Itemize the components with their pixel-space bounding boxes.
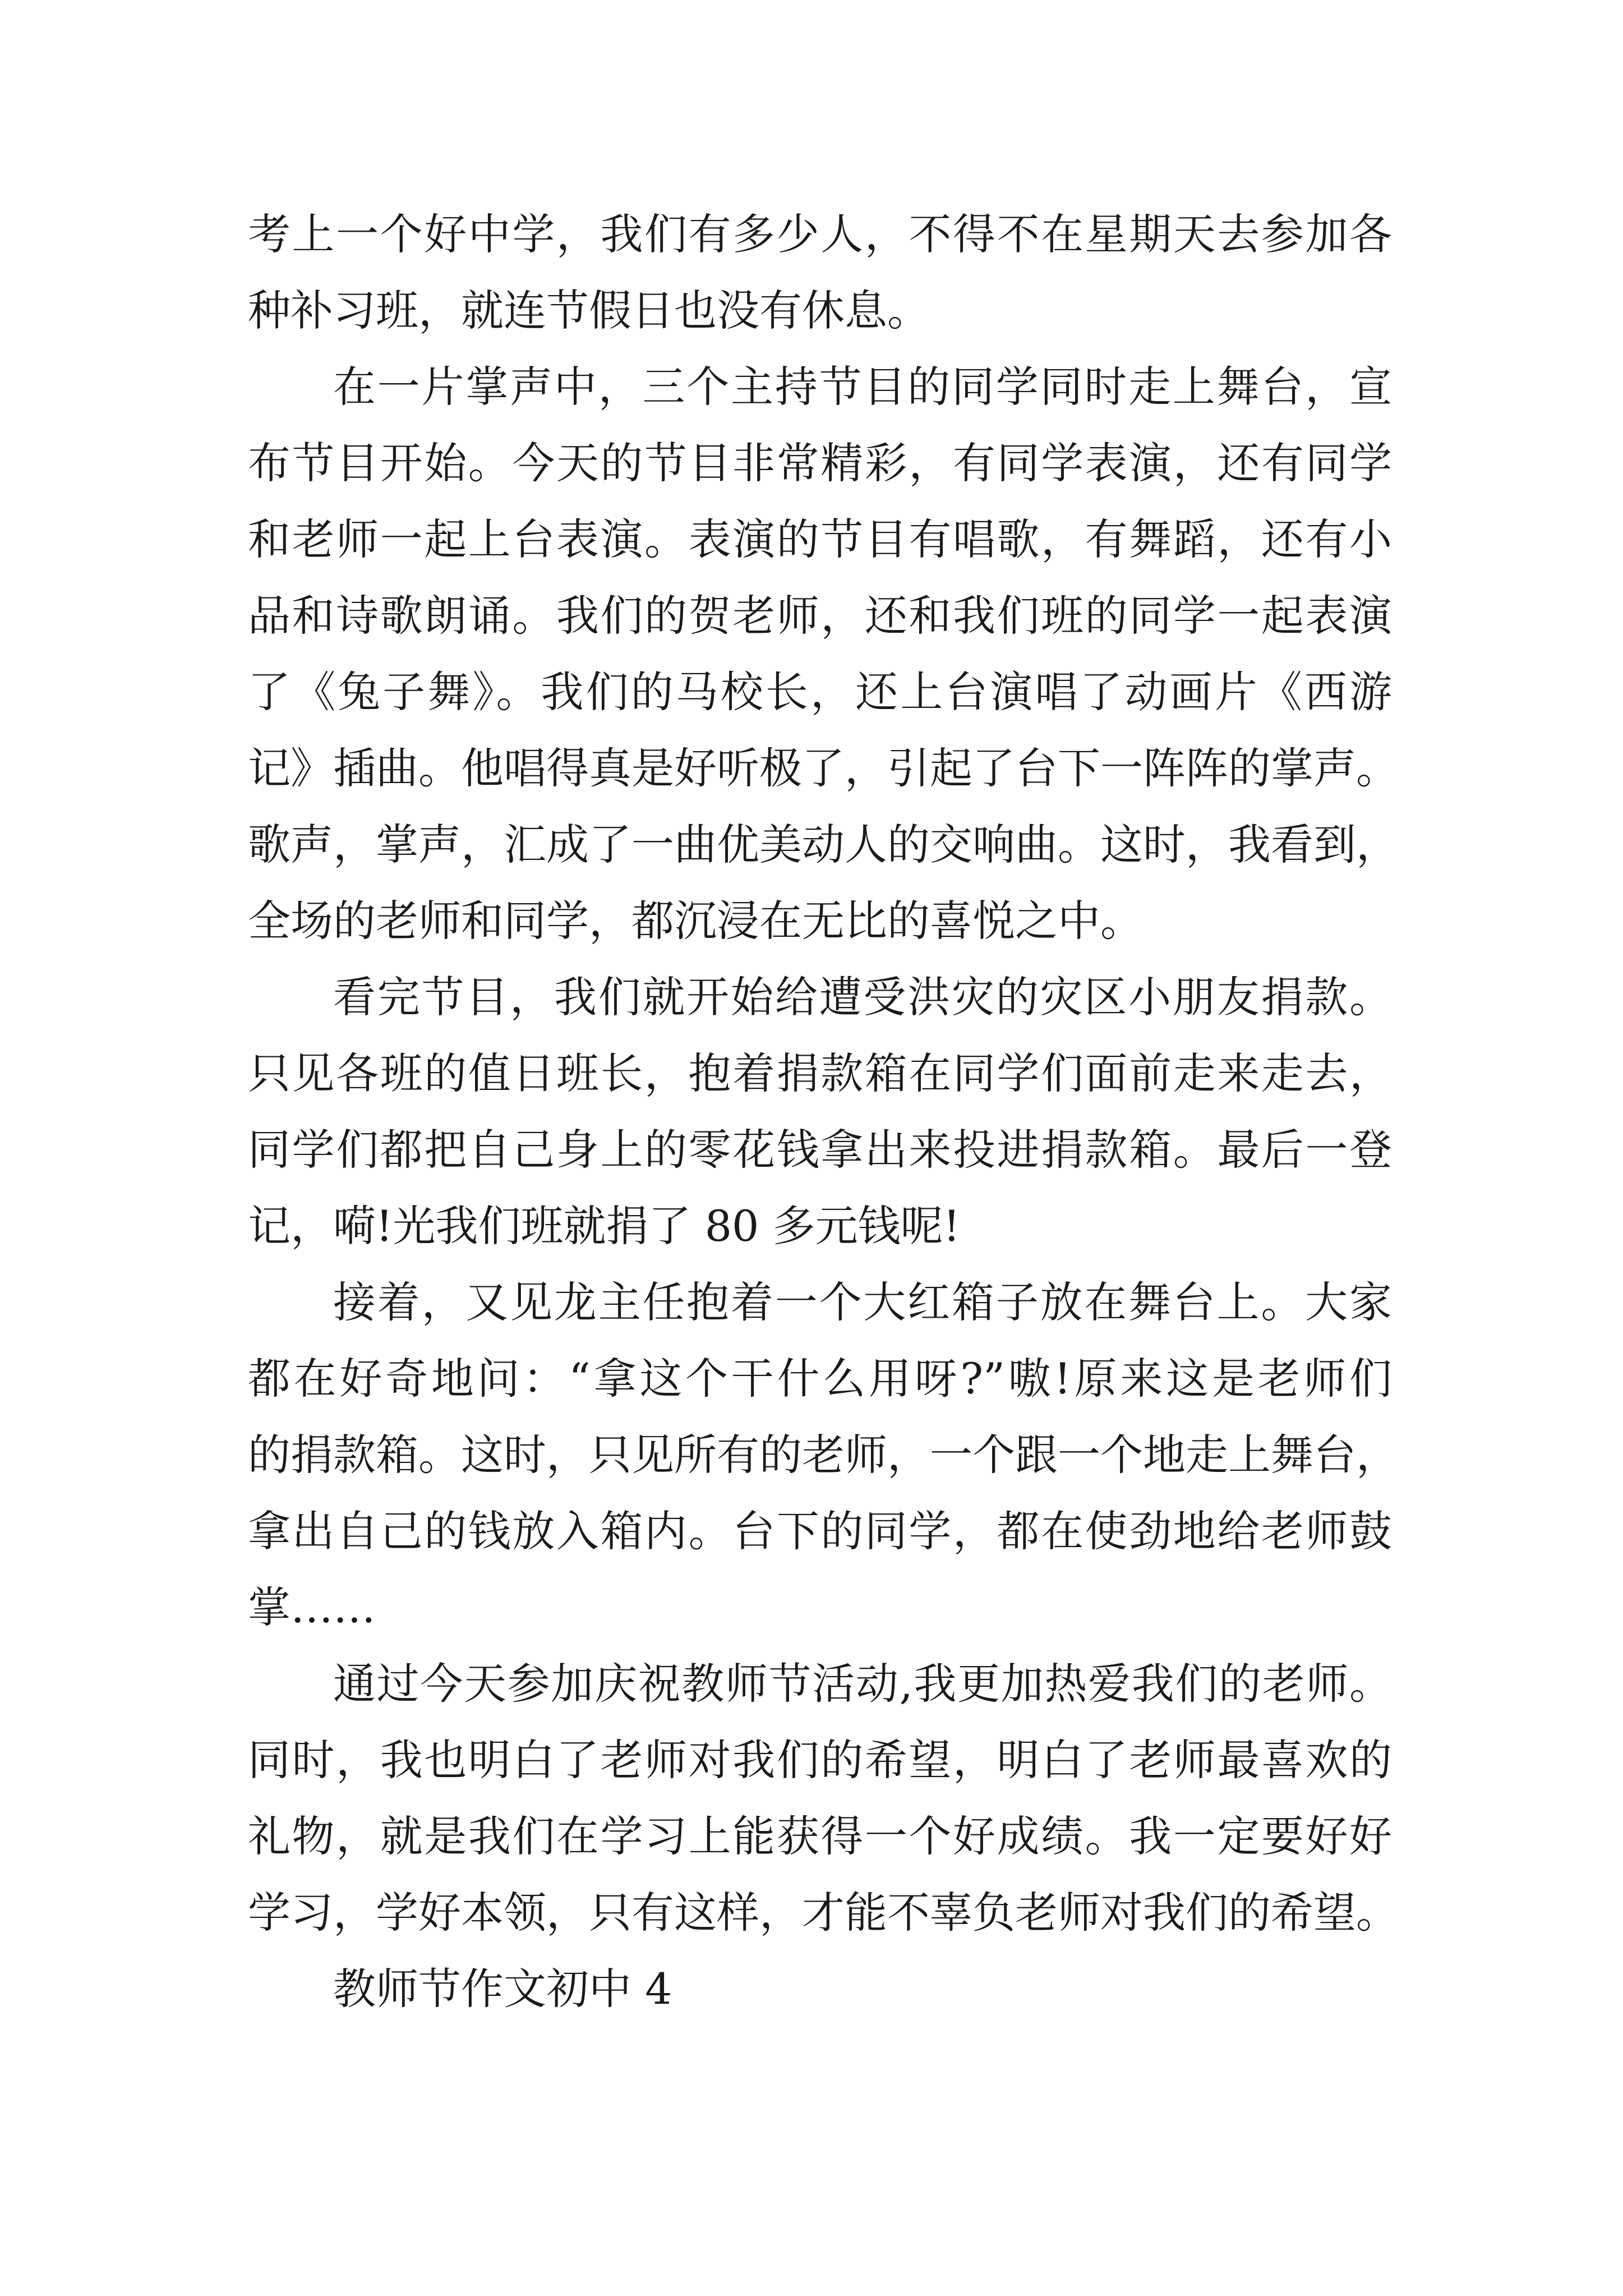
text-line: 了《兔子舞》。我们的马校长，还上台演唱了动画片《西游 (248, 667, 1392, 717)
text-line: 掌…… (248, 1582, 376, 1632)
text-line: 考上一个好中学，我们有多少人，不得不在星期天去参加各 (248, 209, 1392, 259)
text-line: 种补习班，就连节假日也没有休息。 (248, 286, 930, 335)
paragraph-start-line: 看完节目，我们就开始给遭受洪灾的灾区小朋友捐款。 (333, 972, 1392, 1022)
text-line: 和老师一起上台表演。表演的节目有唱歌，有舞蹈，还有小 (248, 514, 1392, 564)
text-line: 只见各班的值日班长，抱着捐款箱在同学们面前走来走去， (248, 1048, 1392, 1098)
text-line: 礼物，就是我们在学习上能获得一个好成绩。我一定要好好 (248, 1811, 1392, 1861)
text-line: 记，嗬!光我们班就捐了 80 多元钱呢! (248, 1201, 961, 1251)
text-line: 品和诗歌朗诵。我们的贺老师，还和我们班的同学一起表演 (248, 591, 1392, 641)
text-line: 记》插曲。他唱得真是好听极了，引起了台下一阵阵的掌声。 (248, 743, 1399, 793)
section-heading: 教师节作文初中 4 (333, 1964, 672, 2014)
text-line: 拿出自己的钱放入箱内。台下的同学，都在使劲地给老师鼓 (248, 1506, 1392, 1556)
text-line: 学习，学好本领，只有这样，才能不辜负老师对我们的希望。 (248, 1888, 1399, 1938)
text-line: 的捐款箱。这时，只见所有的老师，一个跟一个地走上舞台， (248, 1430, 1399, 1480)
text-line: 同学们都把自己身上的零花钱拿出来投进捐款箱。最后一登 (248, 1125, 1392, 1175)
text-line: 全场的老师和同学，都沉浸在无比的喜悦之中。 (248, 896, 1143, 946)
paragraph-start-line: 在一片掌声中，三个主持节目的同学同时走上舞台，宣 (333, 362, 1392, 412)
text-line: 歌声，掌声，汇成了一曲优美动人的交响曲。这时，我看到， (248, 820, 1399, 869)
text-line: 同时，我也明白了老师对我们的希望，明白了老师最喜欢的 (248, 1735, 1392, 1785)
text-line: 布节目开始。今天的节目非常精彩，有同学表演，还有同学 (248, 438, 1392, 488)
paragraph-start-line: 接着，又见龙主任抱着一个大红箱子放在舞台上。大家 (333, 1277, 1392, 1327)
essay-body (248, 196, 1399, 2027)
paragraph-start-line: 通过今天参加庆祝教师节活动,我更加热爱我们的老师。 (333, 1659, 1392, 1709)
text-line: 都在好奇地问：“拿这个干什么用呀?”嗷!原来这是老师们 (248, 1354, 1392, 1404)
